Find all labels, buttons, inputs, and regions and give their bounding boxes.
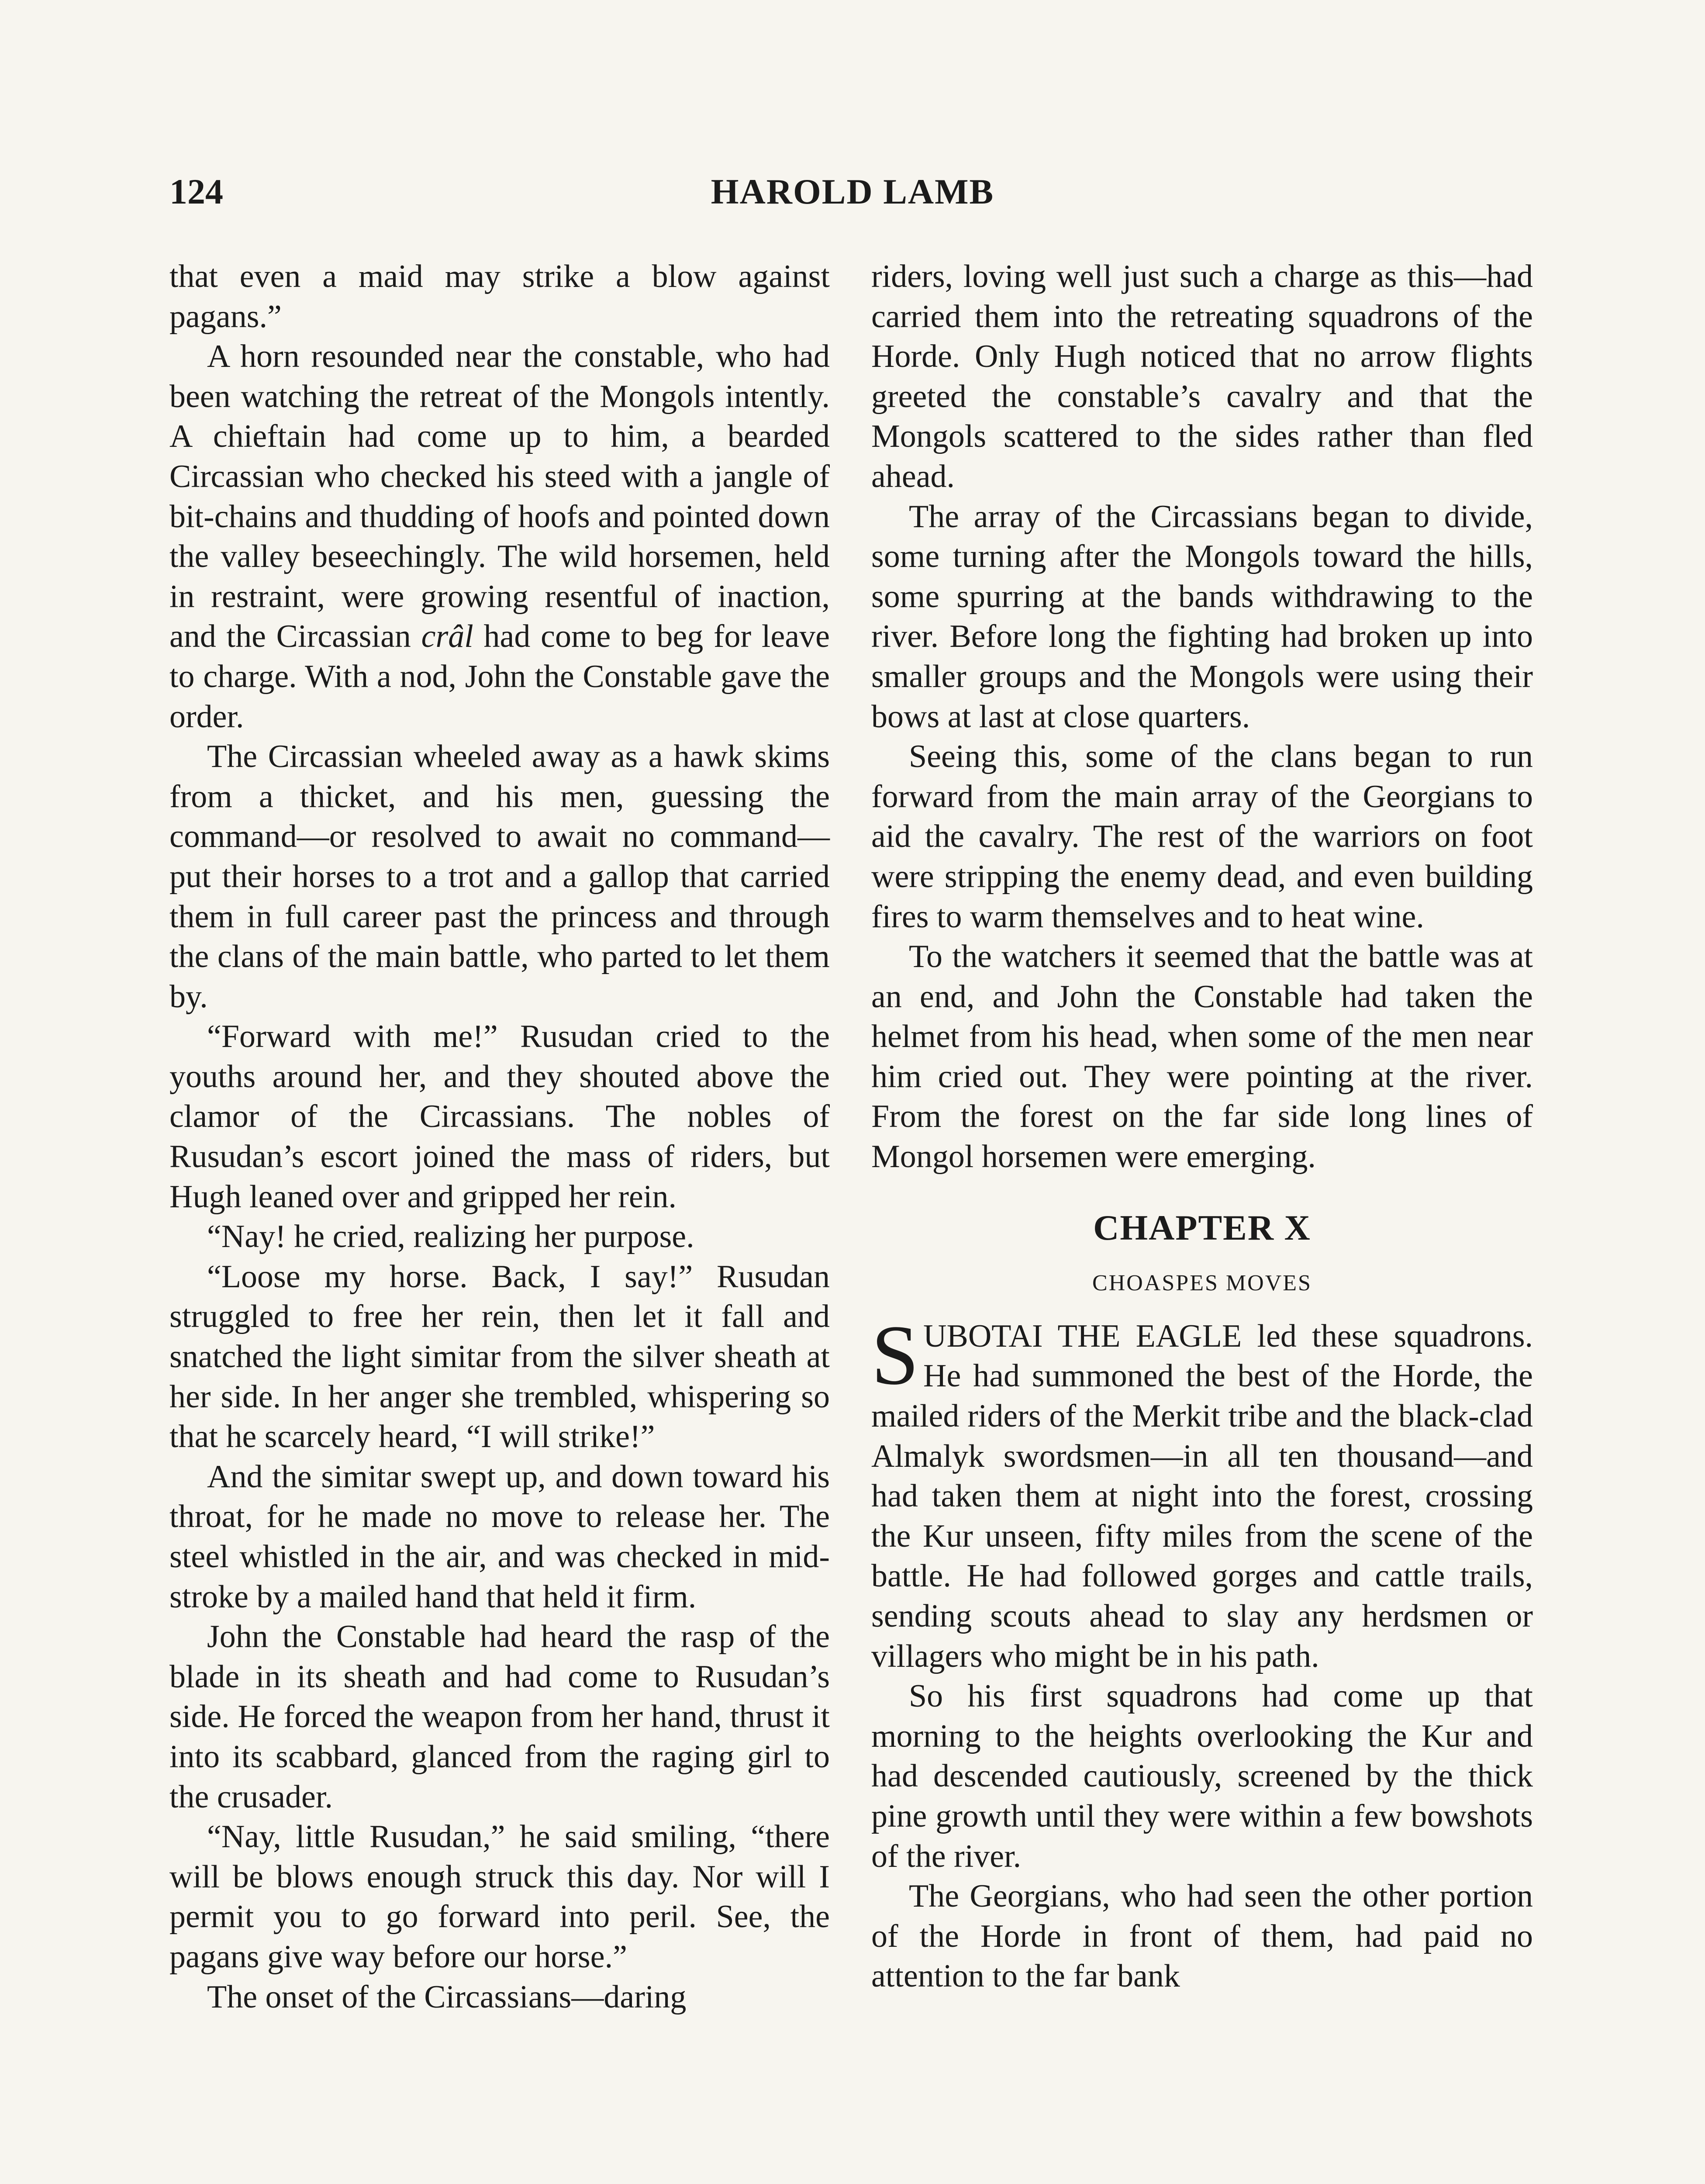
italic-word: crâl [421, 619, 473, 655]
chapter-subtitle: CHOASPES MOVES [1092, 1271, 1312, 1296]
chapter-title: CHAPTER X [1093, 1207, 1311, 1248]
paragraph: The Circassian wheeled away as a hawk skims from a thicket, and his men, guessing the command—or resolved to await no command—put their horses to a trot and a gallop that carried them in full career past the princess and through the clans of the main battle, who parted to let them by. [169, 739, 830, 1015]
page-number: 124 [169, 172, 223, 211]
paragraph: The onset of the Circassians—daring [207, 1979, 687, 2015]
right-column [871, 257, 1533, 1997]
left-column [169, 257, 830, 2017]
paragraph: To the watchers it seemed that the battle was at an end, and John the Constable had taken the helmet from his head, when some of the men near him cried out. They were pointing at the river. From the forest on the far side long lines of Mongol horsemen were emerging. [871, 939, 1533, 1175]
paragraph: “Nay! he cried, realizing her purpose. [207, 1219, 694, 1255]
paragraph: that even a maid may strike a blow against pagans.” [169, 259, 830, 335]
paragraph: The Georgians, who had seen the other portion of the Horde in front of them, had paid no attention to the far bank [871, 1878, 1533, 1994]
paragraph: “Loose my horse. Back, I say!” Rusudan struggled to free her rein, then let it fall and snatched the light simitar from the silver sheath at her side. In her anger she trembled, whispering so that he scarcely heard, “I will strike!” [169, 1258, 830, 1455]
chapter-opening-paragraph: SUBOTAI THE EAGLE led these squadrons. He had summoned the best of the Horde, the mailed riders of the Merkit tribe and the black-clad Almalyk swordsmen—in all ten thousand—and had taken them at night into the forest, crossing the Kur unseen, fifty miles from the scene of the battle. He had followed gorges and cattle trails, sending scouts ahead to slay any herdsmen or villagers who might be in his path. [871, 1307, 1533, 1674]
paragraph: riders, loving well just such a charge as this—had carried them into the retreating squadrons of the Horde. Only Hugh noticed that no arrow flights greeted the constable’s cavalry and that the Mongols scattered to the sides rather than fled ahead. [871, 259, 1533, 494]
paragraph: Seeing this, some of the clans began to run forward from the main array of the Georgians to aid the cavalry. The rest of the warriors on foot were stripping the enemy dead, and even building fires to warm themselves and to heat wine. [871, 739, 1533, 935]
paragraph: The array of the Circassians began to divide, some turning after the Mongols toward the hills, some spurring at the bands withdrawing to the river. Before long the fighting had broken up into smaller groups and the Mongols were using their bows at last at close quarters. [871, 498, 1533, 735]
running-head: HAROLD LAMB [711, 172, 994, 211]
paragraph: And the simitar swept up, and down toward his throat, for he made no move to release her. The steel whistled in the air, and was checked in mid-stroke by a mailed hand that held it firm. [169, 1458, 830, 1615]
paragraph: John the Constable had heard the rasp of the blade in its sheath and had come to Rusudan’s side. He forced the weapon from her hand, thrust it into its scabbard, glanced from the raging girl to the crusader. [169, 1619, 830, 1815]
paragraph: “Forward with me!” Rusudan cried to the youths around her, and they shouted above the clamor of the Circassians. The nobles of Rusudan’s escort joined the mass of riders, but Hugh leaned over and gripped her rein. [169, 1019, 830, 1215]
paragraph: So his first squadrons had come up that morning to the heights overlooking the Kur and had descended cautiously, screened by the thick pine growth until they were within a few bowshots of the river. [871, 1678, 1533, 1874]
paragraph: “Nay, little Rusudan,” he said smiling, “there will be blows enough struck this day. Nor will I permit you to go forward into peril. See, the pagans give way before our horse.” [169, 1819, 830, 1975]
paragraph: A horn resounded near the constable, who had been watching the retreat of the Mongols intently. A chieftain had come up to him, a bearded Circassian who checked his steed with a jangle of bit-chains and thudding of hoofs and pointed down the valley beseechingly. The wild horsemen, held in restraint, were growing resentful of inaction, and the Circassian crâl had come to beg for leave to charge. With a nod, John the Constable gave the order. [169, 339, 830, 735]
